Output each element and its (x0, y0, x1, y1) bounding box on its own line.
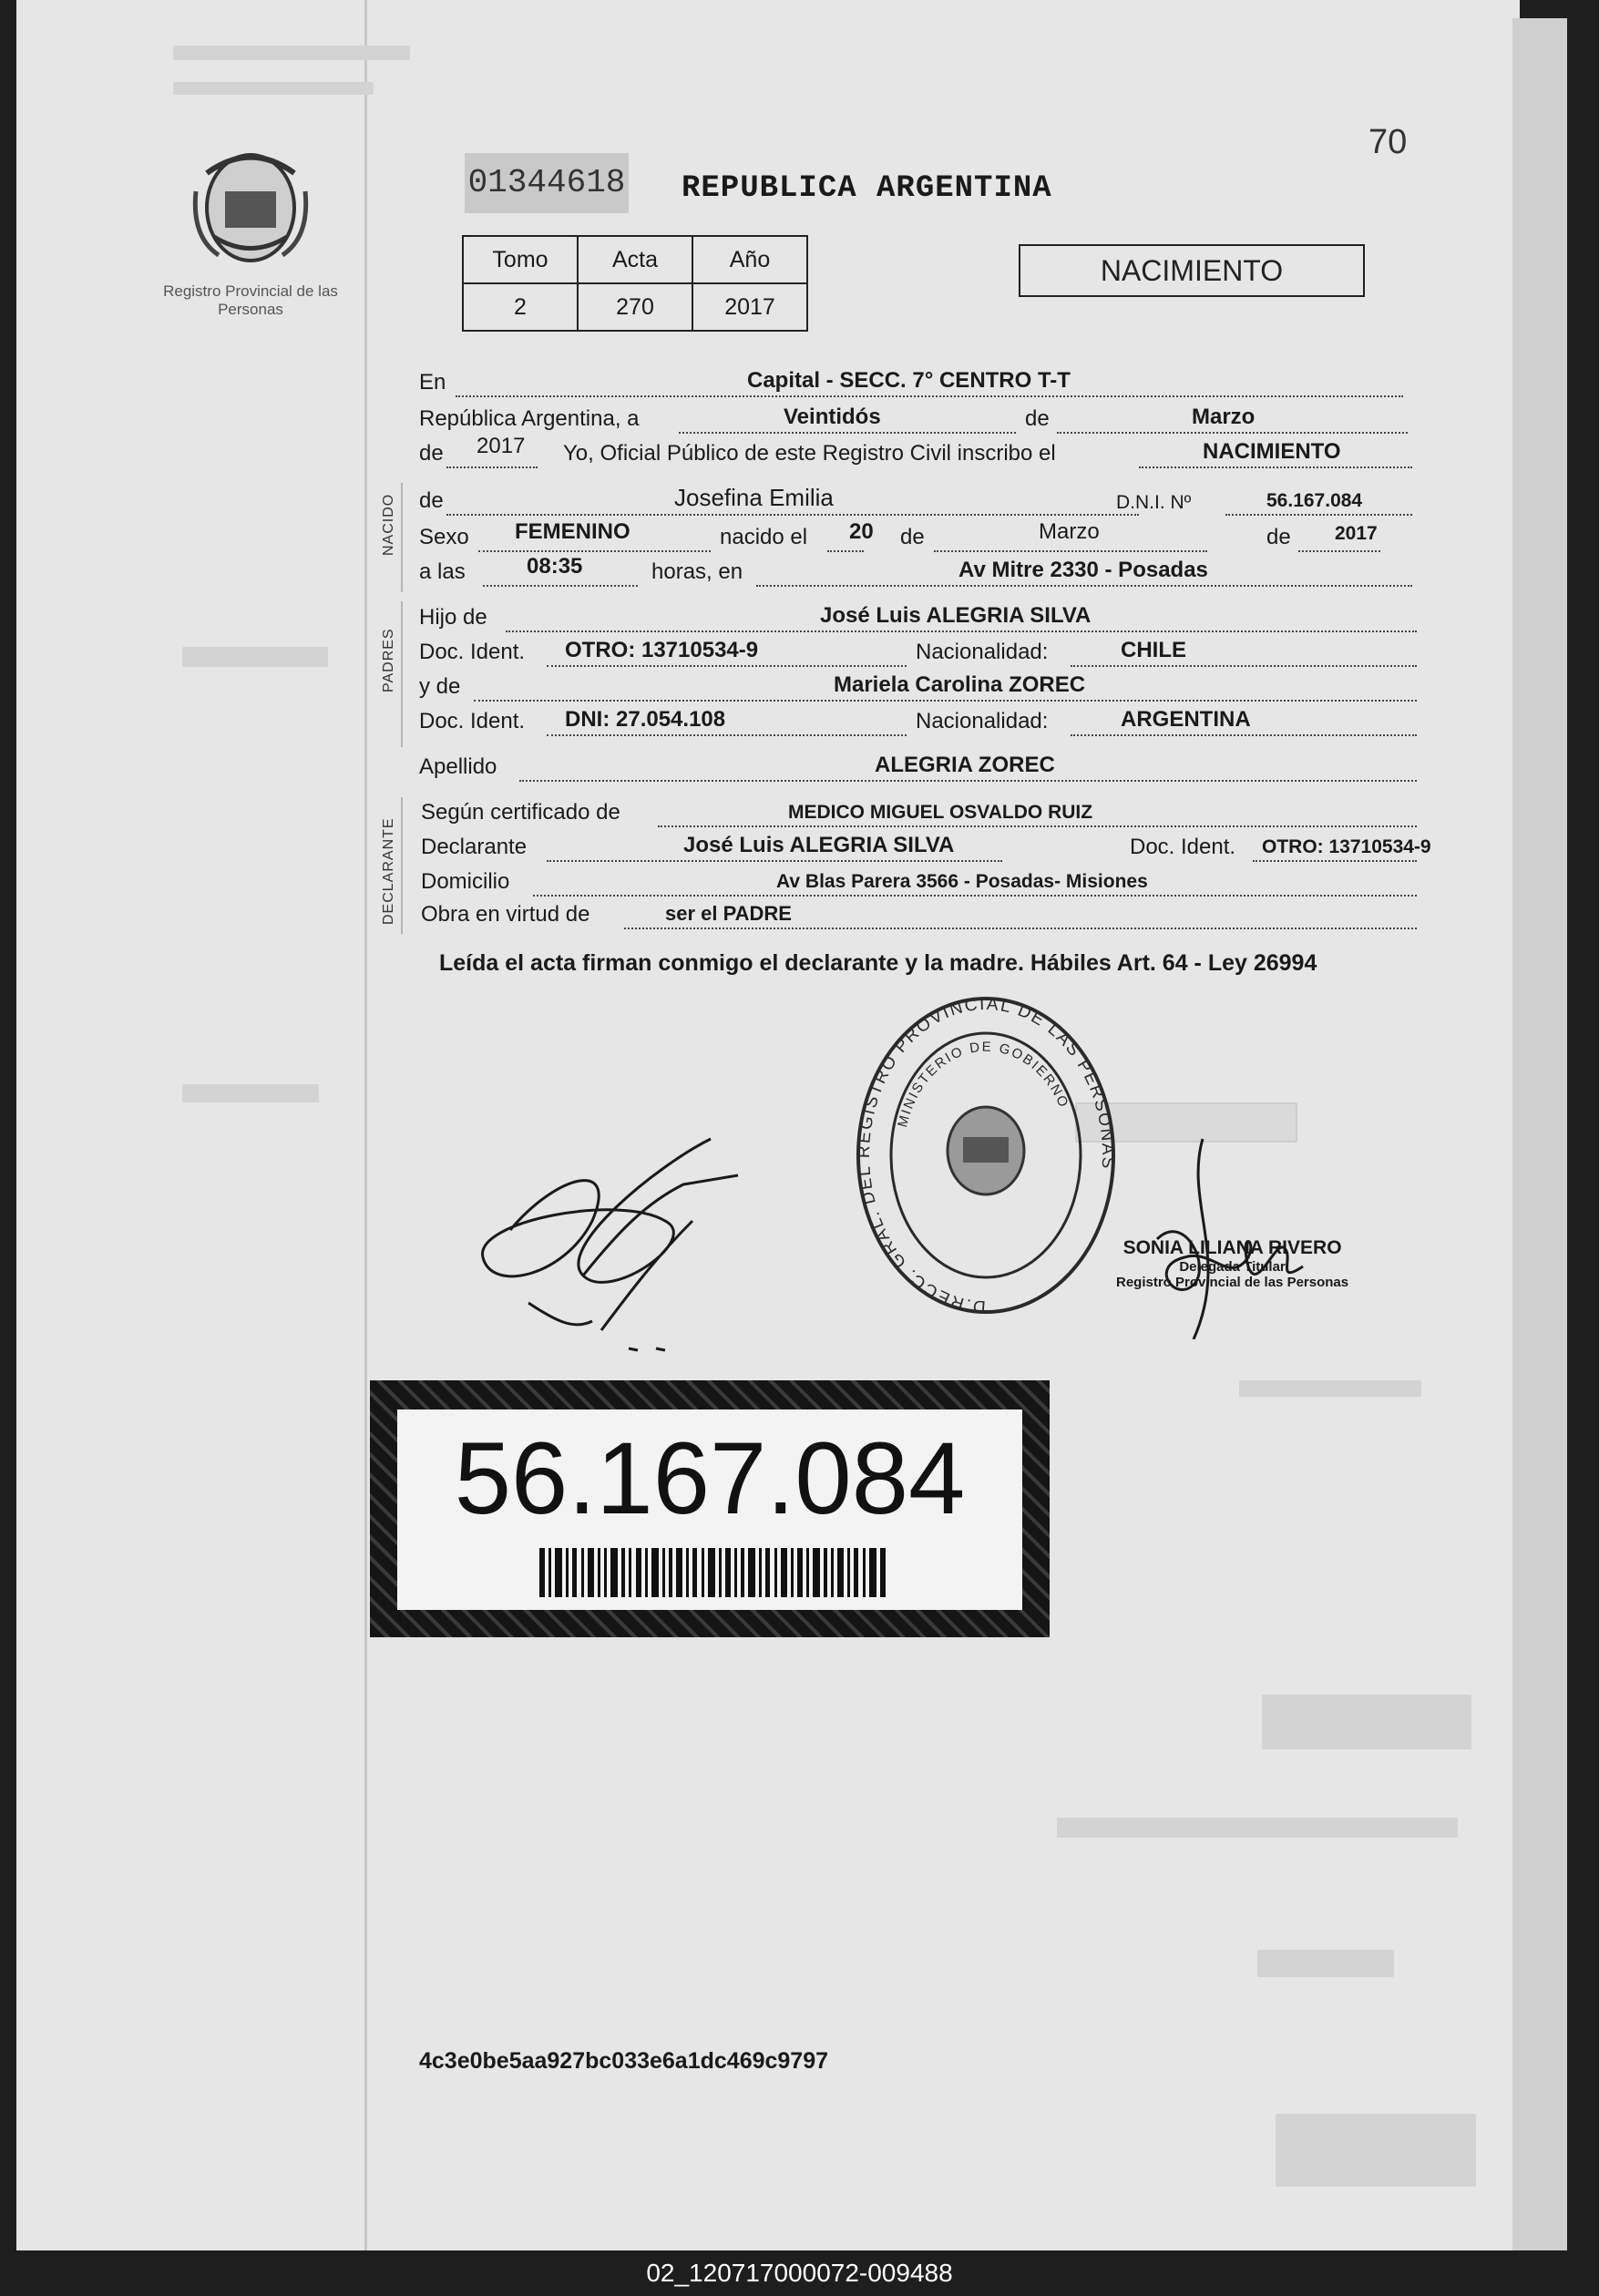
table-cell: 2 (463, 283, 578, 331)
inscribed-type-value: NACIMIENTO (1203, 439, 1341, 464)
table-cell: 2017 (692, 283, 807, 331)
bleed-through-mark (1257, 1950, 1394, 1977)
form-row-sexo (419, 519, 1430, 556)
place-value: Capital - SECC. 7° CENTRO T-T (747, 368, 1071, 393)
dni-barcode-sticker (370, 1380, 1050, 1637)
table-header: Acta (578, 236, 692, 283)
year-value: 2017 (477, 434, 526, 458)
table-header: Año (692, 236, 807, 283)
field-label: y de (419, 674, 461, 699)
dotted-line (1071, 734, 1417, 736)
dotted-line (446, 466, 538, 468)
dotted-line (1225, 514, 1412, 516)
dotted-line (934, 550, 1207, 552)
dotted-line (1071, 665, 1417, 667)
birth-time-value: 08:35 (527, 554, 583, 579)
officer-signature-block (1116, 1237, 1348, 1290)
field-label: Doc. Ident. (1130, 835, 1236, 859)
bleed-through-mark (182, 1084, 319, 1102)
dotted-line (1298, 550, 1380, 552)
section-divider (401, 601, 403, 747)
side-label-padres: PADRES (381, 628, 396, 692)
field-label: Hijo de (419, 605, 487, 630)
bleed-through-mark (1057, 1818, 1458, 1838)
field-label: Domicilio (421, 869, 510, 894)
stamp-inner-text: MINISTERIO DE GOBIERNO (895, 1039, 1072, 1130)
form-row-domicilio (419, 864, 1430, 900)
dotted-line (474, 700, 1417, 702)
page-number: 70 (1368, 123, 1408, 161)
dotted-line (658, 825, 1417, 827)
officer-signature-icon (1130, 1130, 1312, 1339)
form-row-apellido (419, 749, 1430, 785)
dotted-line (1057, 432, 1408, 434)
form-row-hora (419, 554, 1430, 590)
father-doc-value: OTRO: 13710534-9 (565, 638, 759, 662)
certificate-value: MEDICO MIGUEL OSVALDO RUIZ (788, 802, 1093, 823)
officer-office: Registro Provincial de las Personas (1116, 1275, 1349, 1290)
month-value: Marzo (1192, 405, 1256, 429)
field-label: de (900, 525, 925, 549)
capacity-value: ser el PADRE (665, 902, 792, 925)
sex-value: FEMENINO (515, 519, 630, 544)
day-value: Veintidós (784, 405, 881, 429)
field-label: En (419, 370, 446, 395)
field-label: de (419, 488, 444, 513)
form-row-madre-doc (419, 703, 1430, 740)
dotted-line (478, 550, 711, 552)
form-row-nombre (419, 483, 1430, 519)
barcode-icon (539, 1548, 886, 1597)
field-label: Nacionalidad: (916, 640, 1049, 664)
field-label: de (1025, 406, 1050, 431)
dotted-line (624, 928, 1417, 929)
dotted-line (1253, 860, 1417, 862)
act-type-box: NACIMIENTO (1019, 244, 1365, 297)
child-name-value: Josefina Emilia (674, 484, 834, 511)
form-row-fecha (419, 401, 1430, 437)
table-cell: 270 (578, 283, 692, 331)
scan-footer-id: 02_120717000072-009488 (0, 2250, 1599, 2296)
dotted-line (547, 860, 1002, 862)
dotted-line (519, 780, 1417, 782)
official-seal-stamp (852, 991, 1121, 1319)
table-header: Tomo (463, 236, 578, 283)
form-row-padre-doc (419, 634, 1430, 671)
registry-table (462, 235, 808, 332)
margin-line (364, 0, 367, 2250)
bleed-through-mark (1262, 1695, 1471, 1749)
field-label: horas, en (651, 559, 743, 584)
birth-month-value: Marzo (1039, 519, 1100, 544)
field-label: Doc. Ident. (419, 640, 526, 664)
field-label: Declarante (421, 835, 528, 859)
form-row-padre (419, 600, 1430, 636)
birth-place-value: Av Mitre 2330 - Posadas (958, 558, 1208, 582)
country-title: REPUBLICA ARGENTINA (682, 171, 1052, 206)
field-label: Según certificado de (421, 800, 620, 825)
surname-value: ALEGRIA ZOREC (875, 753, 1055, 777)
mother-doc-value: DNI: 27.054.108 (565, 707, 726, 732)
dni-value: 56.167.084 (1266, 490, 1363, 511)
form-row-declarante (419, 829, 1430, 866)
dotted-line (679, 432, 1016, 434)
form-row-inscripcion (419, 436, 1430, 472)
dotted-line (456, 395, 1403, 397)
dotted-line (827, 550, 864, 552)
form-row-obra (419, 897, 1430, 933)
dni-sticker-panel (397, 1409, 1022, 1610)
stamp-outer-text: D.RECC. GRAL. DEL REGISTRO PROVINCIAL DE LAS PERSONAS (854, 994, 1118, 1317)
dotted-line (483, 585, 638, 587)
bleed-through-mark (173, 82, 374, 95)
field-label: de (1266, 525, 1291, 549)
field-label: Apellido (419, 754, 497, 779)
form-row-madre (419, 669, 1430, 705)
declarant-signature-icon (474, 1121, 747, 1367)
field-label: Obra en virtud de (421, 902, 590, 927)
form-row-en (419, 364, 1430, 401)
officer-title: Delegada Titular (1179, 1259, 1286, 1275)
father-name-value: José Luis ALEGRIA SILVA (820, 603, 1092, 628)
dotted-line (547, 665, 907, 667)
document-hash: 4c3e0be5aa927bc033e6a1dc469c9797 (419, 2048, 829, 2074)
form-row-certificado (419, 794, 1430, 831)
field-label: República Argentina, a (419, 406, 640, 431)
bleed-through-mark (1276, 2114, 1476, 2187)
dotted-line (547, 734, 907, 736)
section-divider (401, 483, 403, 592)
dotted-line (1139, 466, 1412, 468)
field-label: D.N.I. Nº (1116, 492, 1192, 513)
field-label: Nacionalidad: (916, 709, 1049, 733)
mother-nationality-value: ARGENTINA (1121, 707, 1251, 732)
field-label: de (419, 441, 444, 466)
declarant-name-value: José Luis ALEGRIA SILVA (683, 833, 955, 857)
dotted-line (756, 585, 1412, 587)
bleed-through-mark (1239, 1380, 1421, 1397)
birth-day-value: 20 (849, 519, 874, 544)
address-value: Av Blas Parera 3566 - Posadas- Misiones (776, 871, 1148, 892)
birth-year-value: 2017 (1335, 523, 1378, 544)
closing-statement: Leída el acta firman conmigo el declarante y la madre. Hábiles Art. 64 - Ley 26994 (439, 950, 1317, 976)
mother-name-value: Mariela Carolina ZOREC (834, 672, 1086, 697)
officer-name: SONIA LILIANA RIVERO (1122, 1237, 1342, 1258)
bleed-through-mark (182, 647, 328, 667)
bleed-through-mark (173, 46, 410, 60)
dni-sticker-number: 56.167.084 (454, 1421, 966, 1535)
serial-number: 01344618 (465, 153, 629, 213)
page-edge (1512, 18, 1567, 2250)
field-label: Yo, Oficial Público de este Registro Civil inscribo el (563, 441, 1056, 466)
dotted-line (506, 630, 1417, 632)
field-label: Doc. Ident. (419, 709, 526, 733)
registry-logo-icon (187, 137, 314, 273)
declarant-doc-value: OTRO: 13710534-9 (1262, 836, 1431, 857)
field-label: Sexo (419, 525, 469, 549)
father-nationality-value: CHILE (1121, 638, 1186, 662)
side-label-nacido: NACIDO (381, 493, 396, 556)
field-label: a las (419, 559, 466, 584)
field-label: nacido el (720, 525, 808, 549)
side-label-declarante: DECLARANTE (381, 817, 396, 925)
dotted-line (446, 514, 1139, 516)
section-divider (401, 797, 403, 934)
logo-caption: Registro Provincial de las Personas (163, 282, 338, 318)
